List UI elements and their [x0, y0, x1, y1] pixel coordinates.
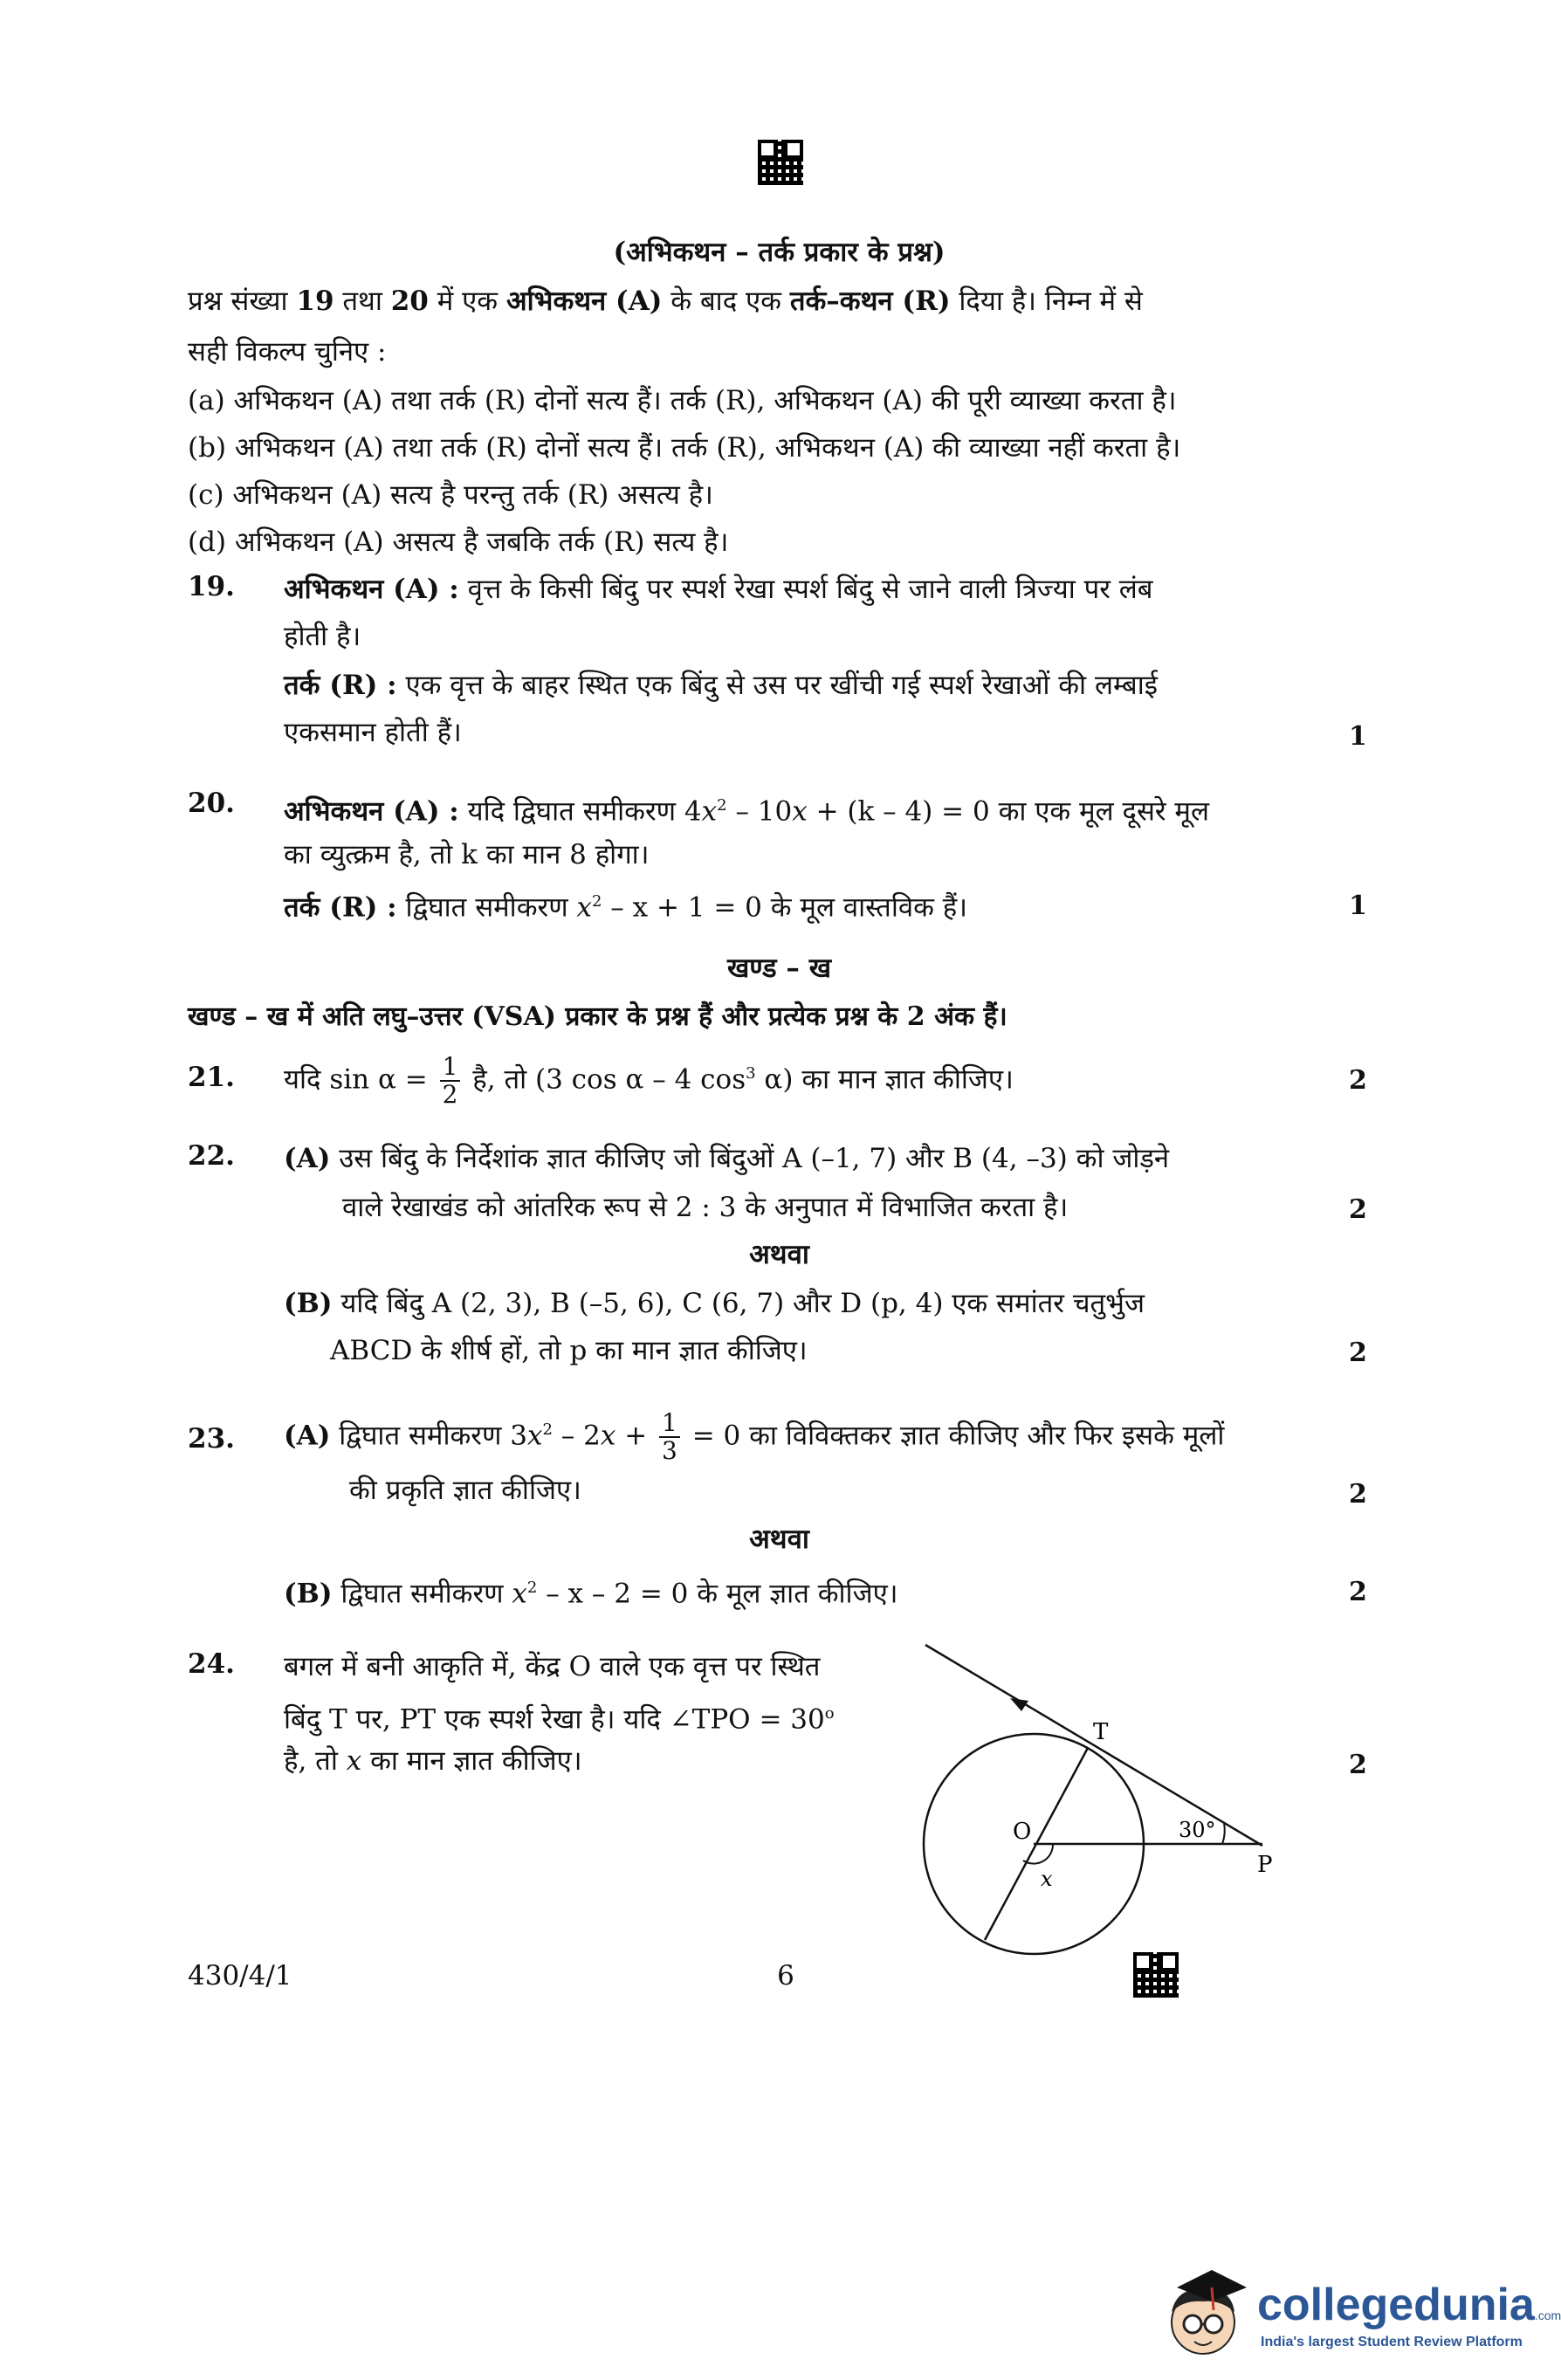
q19-marks: 1	[1349, 721, 1367, 752]
q23-a-marks: 2	[1349, 1479, 1367, 1510]
label-p: P	[1257, 1852, 1273, 1878]
q24-text-1: बगल में बनी आकृति में, केंद्र O वाले एक वृत्त पर स्थित	[284, 1651, 821, 1682]
q20-marks: 1	[1349, 891, 1367, 921]
q22-part-b: (B) यदि बिंदु A (2, 3), B (–5, 6), C (6, 7) और D (p, 4) एक समांतर चतुर्भुज	[284, 1288, 1145, 1319]
label-angle-30: 30°	[1179, 1818, 1216, 1842]
mascot-icon	[1159, 2261, 1255, 2366]
option-b: (b) अभिकथन (A) तथा तर्क (R) दोनों सत्य हैं। तर्क (R), अभिकथन (A) की व्याख्या नहीं करता है।	[188, 432, 1181, 464]
label-o: O	[1013, 1819, 1032, 1845]
question-number-23: 23.	[188, 1423, 235, 1455]
q22-b-marks: 2	[1349, 1338, 1367, 1368]
q21-marks: 2	[1349, 1065, 1367, 1096]
label-x: x	[1041, 1867, 1053, 1891]
collegedunia-watermark	[1159, 2261, 1561, 2366]
question-number-19: 19.	[188, 571, 235, 602]
brand-tagline: India's largest Student Review Platform	[1261, 2335, 1523, 2349]
qr-code-bottom	[1133, 1952, 1179, 1998]
page-number: 6	[777, 1960, 794, 1991]
question-number-21: 21.	[188, 1062, 235, 1093]
question-number-20: 20.	[188, 788, 235, 819]
q24-text-3: है, तो x का मान ज्ञात कीजिए।	[284, 1745, 582, 1777]
q23-fraction: $\frac{1}{3}$	[659, 1410, 680, 1464]
section-b-intro: खण्ड – ख में अति लघु–उत्तर (VSA) प्रकार के प्रश्न हैं और प्रत्येक प्रश्न के 2 अंक हैं।	[188, 1001, 1007, 1032]
q19-reason: तर्क (R) : एक वृत्त के बाहर स्थित एक बिंदु से उस पर खींची गई स्पर्श रेखाओं की लम्बाई	[284, 670, 1158, 701]
arrow-head	[1010, 1698, 1028, 1711]
option-c: (c) अभिकथन (A) सत्य है परन्तु तर्क (R) असत्य है।	[188, 479, 713, 511]
brand-name: collegedunia.com	[1257, 2280, 1561, 2330]
paper-code: 430/4/1	[188, 1960, 292, 1991]
section-b-title: खण्ड – ख	[726, 953, 832, 984]
q23-part-a: (A) द्विघात समीकरण $3x^2 - 2x$ + $\frac{1}{3}$ = 0 का विविक्तकर ज्ञात कीजिए और फिर इसके मूलों	[284, 1407, 1225, 1465]
instruction-line-1: प्रश्न संख्या 19 तथा 20 में एक अभिकथन (A) के बाद एक तर्क–कथन (R) दिया है। निम्न में से	[188, 285, 1143, 317]
qr-code-top	[758, 140, 803, 185]
angle-arc-p	[1222, 1823, 1225, 1844]
q23-part-b: (B) द्विघात समीकरण $x^2 - x - 2 = 0$ के मूल ज्ञात कीजिए।	[284, 1578, 898, 1610]
label-t: T	[1093, 1719, 1109, 1745]
q22-part-a: (A) उस बिंदु के निर्देशांक ज्ञात कीजिए जो बिंदुओं A (–1, 7) और B (4, –3) को जोड़ने	[284, 1143, 1170, 1174]
q22-or: अथवा	[749, 1239, 809, 1270]
q23-part-a-cont: की प्रकृति ज्ञात कीजिए।	[349, 1475, 581, 1506]
instruction-line-2: सही विकल्प चुनिए :	[188, 336, 387, 368]
tangent-line	[925, 1645, 1262, 1846]
q20-reason: तर्क (R) : द्विघात समीकरण $x^2 - x + 1 = 0$ के मूल वास्तविक हैं।	[284, 891, 967, 924]
q22-part-a-cont: वाले रेखाखंड को आंतरिक रूप से 2 : 3 के अनुपात में विभाजित करता है।	[342, 1192, 1069, 1223]
q23-b-marks: 2	[1349, 1577, 1367, 1607]
q22-part-b-cont: ABCD के शीर्ष हों, तो p का मान ज्ञात कीजिए।	[330, 1335, 808, 1366]
q19-assertion-cont: होती है।	[284, 621, 361, 652]
q24-text-2: बिंदु T पर, PT एक स्पर्श रेखा है। यदि ∠TPO = $30^o$	[284, 1703, 835, 1736]
q20-assertion: अभिकथन (A) : यदि द्विघात समीकरण $4x^2 - 10x + (k - 4) = 0$ का एक मूल दूसरे मूल	[284, 795, 1209, 828]
q22-a-marks: 2	[1349, 1194, 1367, 1225]
option-d: (d) अभिकथन (A) असत्य है जबकि तर्क (R) सत्य है।	[188, 526, 729, 558]
q23-or: अथवा	[749, 1524, 809, 1555]
q24-marks: 2	[1349, 1750, 1367, 1780]
q24-figure	[908, 1633, 1327, 1999]
question-number-24: 24.	[188, 1648, 235, 1680]
q19-assertion: अभिकथन (A) : वृत्त के किसी बिंदु पर स्पर्श रेखा स्पर्श बिंदु से जाने वाली त्रिज्या पर लंब	[284, 574, 1153, 605]
q20-assertion-cont: का व्युत्क्रम है, तो k का मान 8 होगा।	[284, 839, 650, 870]
question-number-22: 22.	[188, 1140, 235, 1172]
q19-reason-cont: एकसमान होती हैं।	[284, 717, 462, 748]
section-heading: (अभिकथन – तर्क प्रकार के प्रश्न)	[613, 237, 946, 268]
q21-text: यदि sin α = $\frac{1}{2}$ है, तो (3 cos α – 4 $\cos^3 \alpha$) का मान ज्ञात कीजिए।	[284, 1051, 1014, 1109]
q21-fraction: $\frac{1}{2}$	[440, 1054, 461, 1108]
option-a: (a) अभिकथन (A) तथा तर्क (R) दोनों सत्य हैं। तर्क (R), अभिकथन (A) की पूरी व्याख्या करता है।	[188, 385, 1177, 416]
